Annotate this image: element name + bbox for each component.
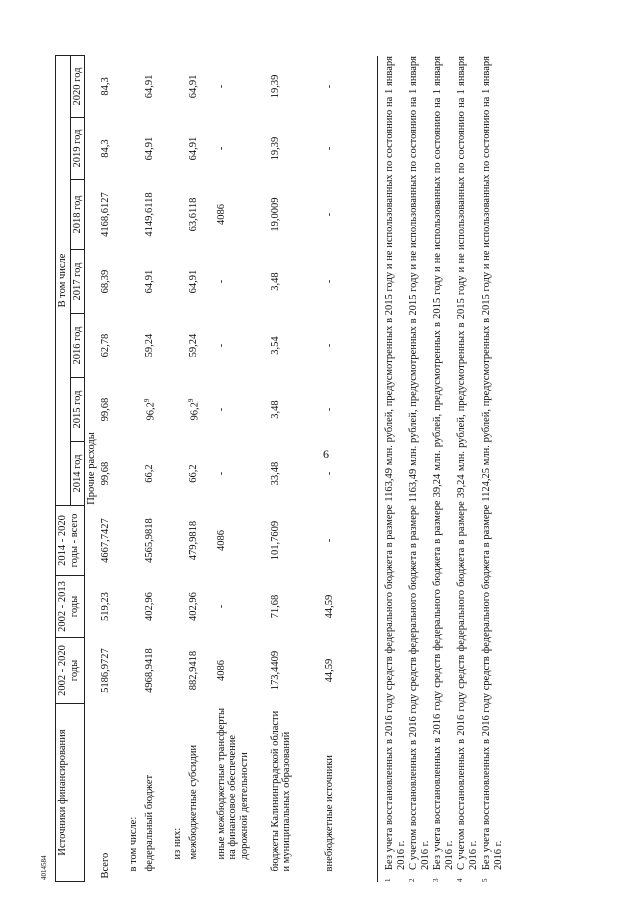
cell: 4667,7427	[99, 518, 111, 563]
cell: 3,48	[269, 400, 281, 419]
footnotes	[377, 56, 505, 882]
cell: 64,91	[143, 269, 155, 294]
cell: 19,39	[269, 136, 281, 161]
cell: 59,24	[187, 333, 199, 358]
cell: 64,91	[187, 74, 199, 99]
cell: 59,24	[143, 333, 155, 358]
table-row	[187, 55, 215, 881]
cell: -	[215, 604, 227, 609]
row-label: межбюджетные субсидии	[187, 744, 199, 860]
cell: 173,4409	[269, 650, 281, 691]
cell: -	[215, 279, 227, 284]
header-year: 2019 год	[70, 118, 85, 180]
cell: 4086	[215, 530, 227, 551]
table-row	[143, 55, 171, 881]
header-year: 2020 год	[70, 55, 85, 117]
cell: 4968,9418	[143, 648, 155, 693]
table-row	[171, 55, 187, 881]
cell: -	[323, 84, 335, 89]
row-label: в том числе:	[127, 816, 139, 872]
row-label: внебюджетные источники	[323, 754, 335, 872]
cell: 4168,6127	[99, 192, 111, 237]
document-code: 4014584	[40, 855, 48, 880]
footnote-text: Без учета восстановленных в 2016 году средств федерального бюджета в размере 39,24 млн. рублей, предусмотренных в 2015 году и не использованных по состоянию на 1 января 2016 г.	[432, 56, 456, 870]
cell: -	[215, 146, 227, 151]
rotated-page-content	[55, 12, 640, 882]
header-year: 2014 год	[70, 442, 85, 506]
footnote-text: Без учета восстановленных в 2016 году средств федерального бюджета в размере 1124,25 млн. рублей, предусмотренных в 2015 году и не использованных по состоянию на 1 января 2016 г.	[480, 56, 504, 870]
cell: -	[323, 212, 335, 217]
cell: 4149,6118	[143, 192, 155, 237]
cell: 519,23	[99, 592, 111, 621]
cell: 479,9818	[187, 520, 199, 561]
header-2002-2013: 2002 - 2013 годы	[56, 576, 85, 638]
row-label: бюджеты Калининградской области и муниципальных образований	[269, 710, 293, 872]
cell: 66,2	[143, 464, 155, 483]
cell: -	[323, 471, 335, 476]
row-label: иные межбюджетные трансферты на финансовое обеспечение дорожной деятельности	[215, 707, 250, 860]
table-row	[215, 55, 269, 881]
cell: 84,3	[99, 139, 111, 158]
footnote-mark: 5	[480, 878, 489, 882]
cell: -	[323, 146, 335, 151]
footnote-mark: 3	[432, 878, 441, 882]
cell: 68,39	[99, 269, 111, 294]
footnote-mark: 4	[456, 878, 465, 882]
cell: -	[323, 343, 335, 348]
header-2002-2020: 2002 - 2020 годы	[56, 638, 85, 704]
cell: 4565,9818	[143, 518, 155, 563]
cell: 66,2	[187, 464, 199, 483]
cell: 44,59	[323, 594, 335, 619]
header-year: 2018 год	[70, 180, 85, 250]
footnote-mark: 9	[142, 398, 151, 403]
cell: 63,6118	[187, 197, 199, 232]
cell: 19,0009	[269, 197, 281, 232]
cell: 101,7609	[269, 520, 281, 561]
footnote-mark: 2	[408, 878, 417, 882]
cell: 3,54	[269, 336, 281, 355]
cell: -	[215, 343, 227, 348]
table-row	[269, 55, 323, 881]
cell: -	[215, 407, 227, 412]
cell: 99,68	[99, 397, 111, 422]
cell: -	[215, 84, 227, 89]
cell: 3,48	[269, 272, 281, 291]
cell: 44,59	[323, 658, 335, 683]
cell-with-note	[143, 378, 171, 442]
footnote	[408, 56, 432, 882]
header-year: 2016 год	[70, 314, 85, 378]
cell: -	[215, 471, 227, 476]
cell: 4086	[215, 204, 227, 225]
header-2014-2020: 2014 - 2020 годы - всего	[56, 506, 85, 576]
footnote-mark: 9	[186, 398, 195, 403]
cell: 71,68	[269, 594, 281, 619]
cell: 64,91	[143, 136, 155, 161]
row-label: федеральный бюджет	[143, 774, 155, 872]
cell: 64,91	[187, 269, 199, 294]
cell-value: 96,2	[145, 402, 157, 421]
financing-table	[55, 55, 351, 882]
page-number: 6	[323, 447, 329, 461]
cell: 5186,9727	[99, 648, 111, 693]
header-source: Источники финансирования	[56, 704, 85, 882]
cell-value: 96,2	[189, 402, 201, 421]
cell: 19,39	[269, 74, 281, 99]
cell: -	[323, 538, 335, 543]
cell: 33,48	[269, 461, 281, 486]
cell: 402,96	[187, 592, 199, 621]
cell: 64,91	[143, 74, 155, 99]
header-in-total: В том числе	[56, 55, 71, 505]
footnote	[432, 56, 456, 882]
cell: -	[323, 407, 335, 412]
section-title: Прочие расходы	[86, 432, 98, 505]
footnote	[384, 56, 408, 882]
cell: 402,96	[143, 592, 155, 621]
cell: 4086	[215, 660, 227, 681]
footnote-text: Без учета восстановленных в 2016 году средств федерального бюджета в размере 1163,49 млн. рублей, предусмотренных в 2015 году и не использованных по состоянию на 1 января 2016 г.	[384, 56, 408, 870]
cell-with-note	[187, 378, 215, 442]
header-year: 2015 год	[70, 378, 85, 442]
cell: -	[323, 279, 335, 284]
cell: 64,91	[187, 136, 199, 161]
table-row	[127, 55, 143, 881]
footnote	[456, 56, 480, 882]
footnote-text: С учетом восстановленных в 2016 году средств федерального бюджета в размере 1163,49 млн. рублей, предусмотренных в 2015 году и не использованных по состоянию на 1 января 2016 г.	[408, 56, 432, 870]
header-year: 2017 год	[70, 250, 85, 314]
cell: 882,9418	[187, 650, 199, 691]
cell: 62,78	[99, 333, 111, 358]
table-row	[323, 55, 351, 881]
cell: 99,68	[99, 461, 111, 486]
table-row	[99, 55, 127, 881]
footnote-mark: 1	[384, 878, 392, 882]
footnote	[481, 56, 505, 882]
row-label: Всего	[99, 852, 111, 879]
cell: 84,3	[99, 77, 111, 96]
footnote-text: С учетом восстановленных в 2016 году средств федерального бюджета в размере 39,24 млн. рублей, предусмотренных в 2015 году и не использованных по состоянию на 1 января 2016 г.	[456, 56, 480, 870]
row-label: из них:	[171, 827, 183, 860]
